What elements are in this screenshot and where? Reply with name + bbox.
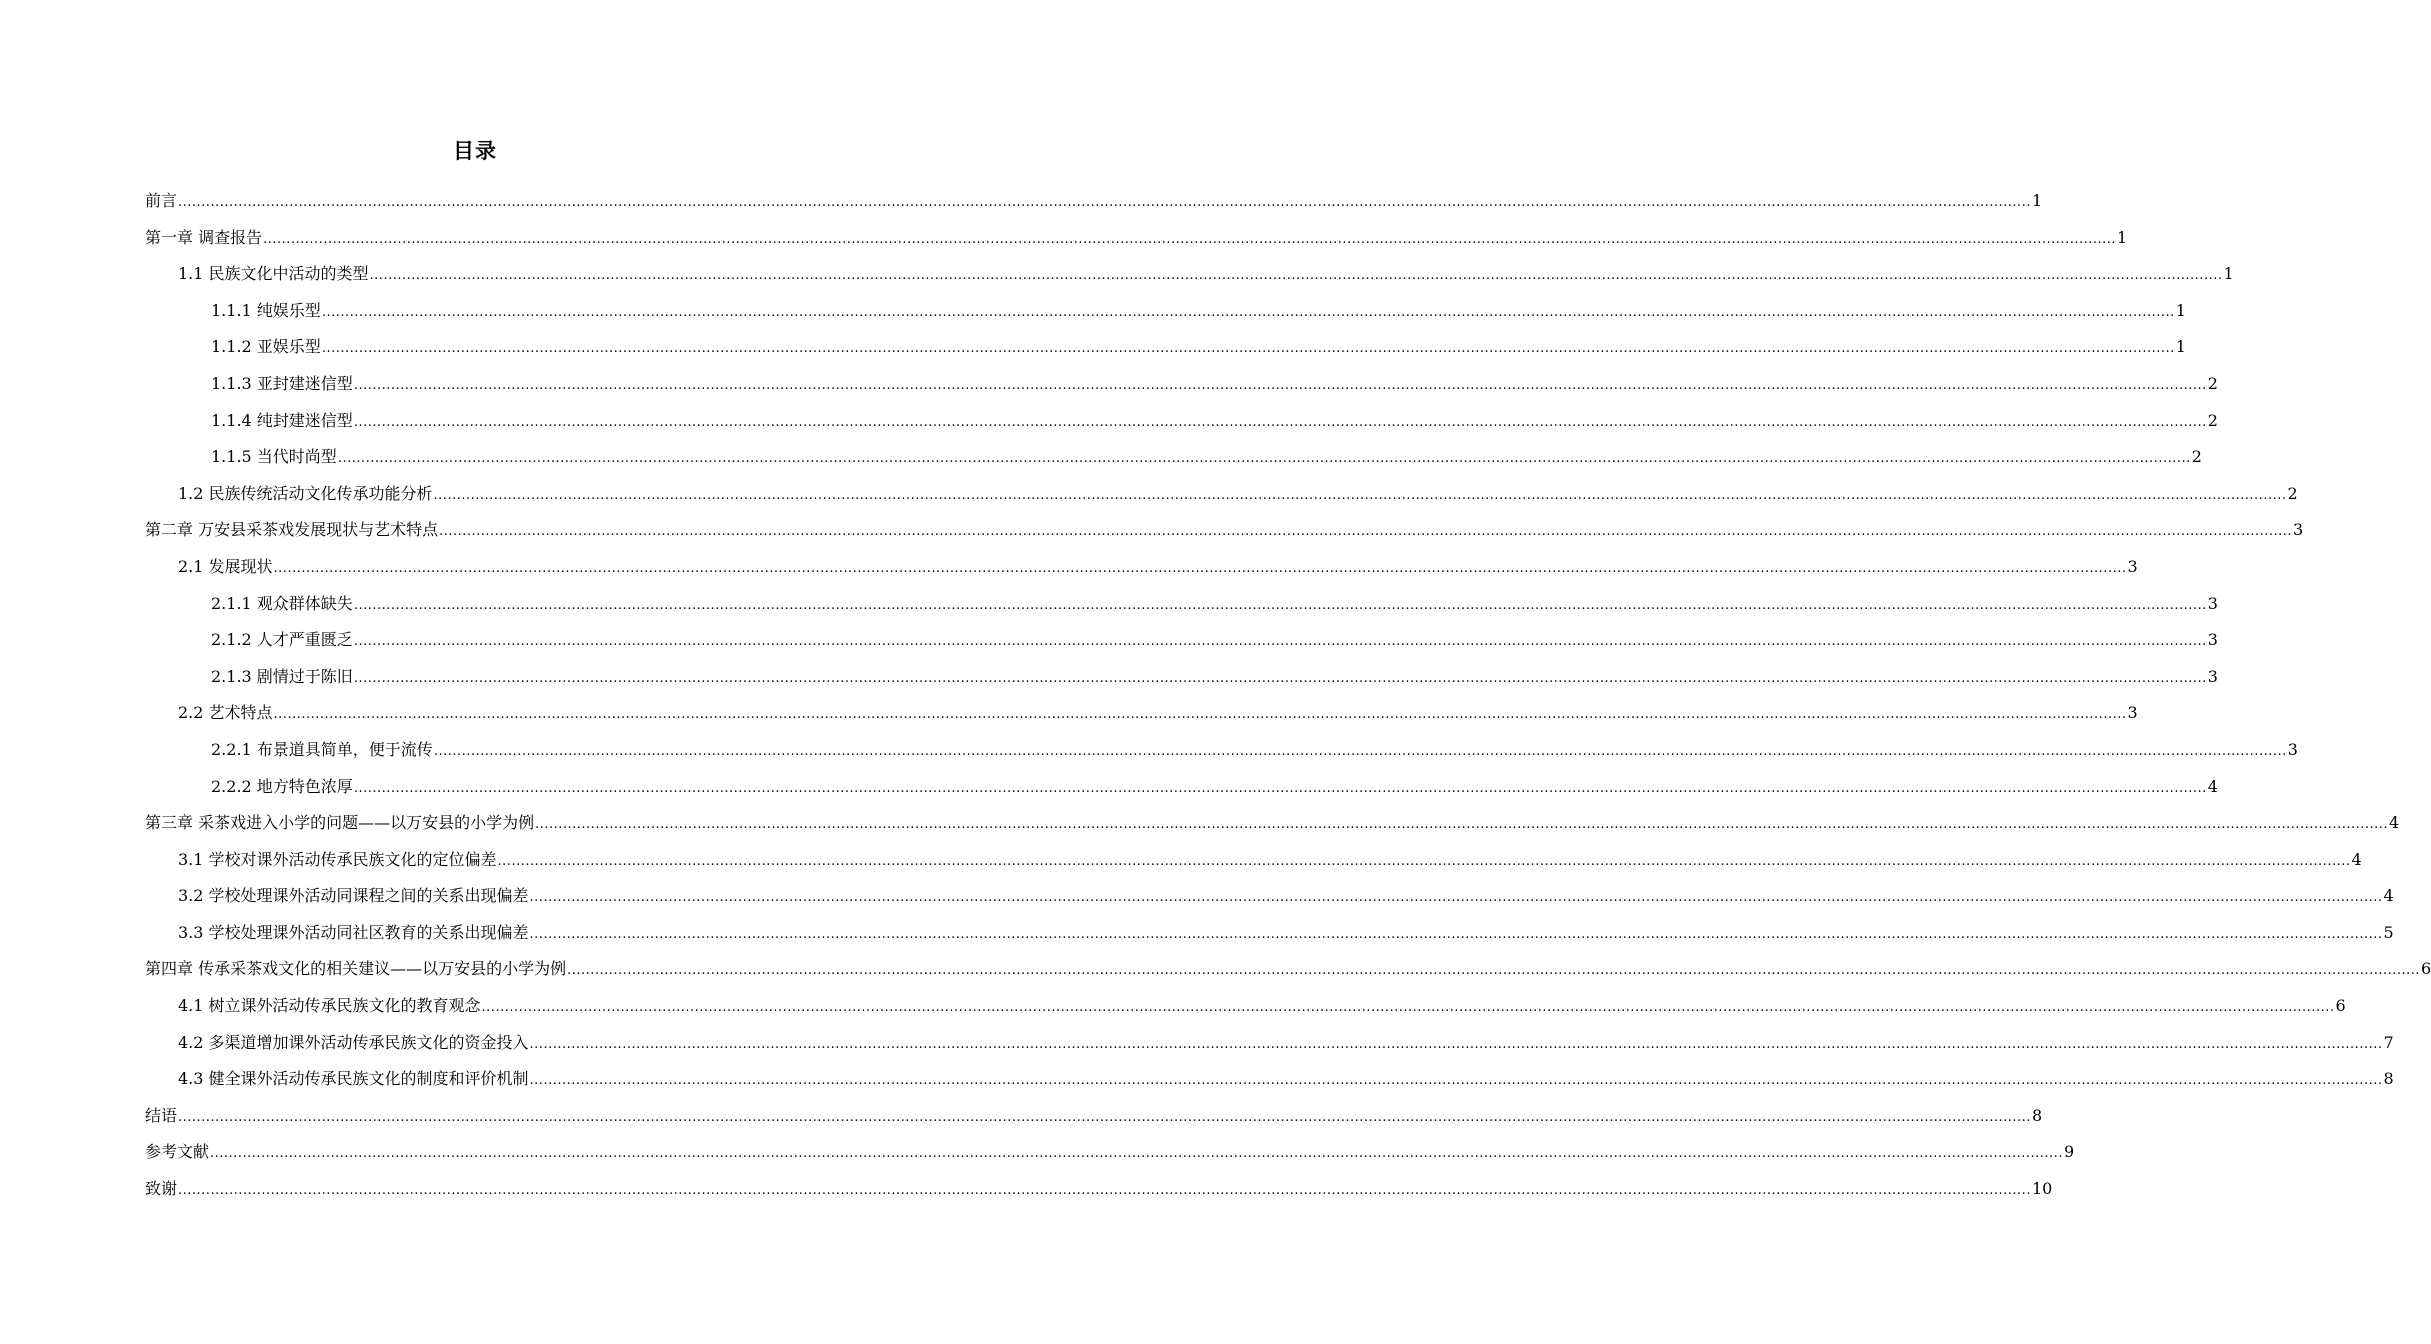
toc-page-number: 3 xyxy=(2207,630,2218,650)
toc-entry[interactable] xyxy=(145,805,2400,842)
toc-entry[interactable] xyxy=(145,366,2218,403)
toc-dot-leader: ................................................................................................................................................................................................................................................................................................................................................................................................................ xyxy=(353,377,2207,393)
toc-entry[interactable] xyxy=(145,659,2218,696)
toc-page-number: 1 xyxy=(2223,264,2234,284)
toc-entry-title: 1.1.4 纯封建迷信型 xyxy=(211,410,353,430)
toc-dot-leader: ................................................................................................................................................................................................................................................................................................................................................................................................................ xyxy=(369,268,2223,284)
toc-entry[interactable] xyxy=(145,183,2043,220)
toc-dot-leader: ................................................................................................................................................................................................................................................................................................................................................................................................................ xyxy=(263,231,2117,247)
toc-entry-title: 第三章 采茶戏进入小学的问题——以万安县的小学为例 xyxy=(145,813,535,833)
toc-page-number: 4 xyxy=(2207,776,2218,796)
toc-page-number: 6 xyxy=(2421,959,2431,979)
toc-dot-leader: ................................................................................................................................................................................................................................................................................................................................................................................................................ xyxy=(439,524,2293,540)
toc-entry[interactable] xyxy=(145,1171,2053,1208)
toc-entry[interactable] xyxy=(145,1098,2043,1135)
toc-page-number: 8 xyxy=(2383,1069,2394,1089)
toc-entry[interactable] xyxy=(145,951,2431,988)
toc-entry[interactable] xyxy=(145,512,2304,549)
toc-page-number: 3 xyxy=(2293,520,2304,540)
toc-entry[interactable] xyxy=(145,256,2234,293)
toc-dot-leader: ................................................................................................................................................................................................................................................................................................................................................................................................................ xyxy=(178,195,2031,210)
toc-entry[interactable] xyxy=(145,915,2394,952)
toc-entry-title: 1.1.5 当代时尚型 xyxy=(211,447,337,467)
page-title: 目录 xyxy=(453,139,497,163)
toc-entry[interactable] xyxy=(145,293,2186,330)
toc-entry-title: 2.2.1 布景道具简单，便于流传 xyxy=(211,739,433,759)
toc-page-number: 2 xyxy=(2287,483,2298,503)
toc-dot-leader: ................................................................................................................................................................................................................................................................................................................................................................................................................ xyxy=(353,780,2207,796)
table-of-contents xyxy=(145,183,2431,1208)
toc-page-number: 6 xyxy=(2335,996,2346,1016)
toc-page-number: 3 xyxy=(2207,593,2218,613)
toc-entry-title: 1.2 民族传统活动文化传承功能分析 xyxy=(178,483,433,503)
toc-entry-title: 1.1.1 纯娱乐型 xyxy=(211,300,321,320)
toc-dot-leader: ................................................................................................................................................................................................................................................................................................................................................................................................................ xyxy=(321,304,2175,320)
toc-entry-title: 致谢 xyxy=(145,1179,178,1199)
toc-entry-title: 1.1.2 亚娱乐型 xyxy=(211,337,321,357)
toc-page-number: 4 xyxy=(2389,813,2400,833)
toc-dot-leader: ................................................................................................................................................................................................................................................................................................................................................................................................................ xyxy=(567,963,2421,979)
toc-page-number: 3 xyxy=(2287,739,2298,759)
toc-page-number: 2 xyxy=(2207,410,2218,430)
toc-entry-title: 4.3 健全课外活动传承民族文化的制度和评价机制 xyxy=(178,1069,529,1089)
toc-entry-title: 2.1.3 剧情过于陈旧 xyxy=(211,666,353,686)
toc-entry-title: 4.1 树立课外活动传承民族文化的教育观念 xyxy=(178,996,481,1016)
toc-dot-leader: ................................................................................................................................................................................................................................................................................................................................................................................................................ xyxy=(353,597,2207,613)
toc-page-number: 3 xyxy=(2127,556,2138,576)
toc-entry[interactable] xyxy=(145,439,2202,476)
toc-page-number: 2 xyxy=(2207,373,2218,393)
toc-dot-leader: ................................................................................................................................................................................................................................................................................................................................................................................................................ xyxy=(273,560,2127,576)
toc-entry[interactable] xyxy=(145,878,2394,915)
toc-page-number: 8 xyxy=(2031,1105,2043,1125)
toc-page-number: 1 xyxy=(2175,337,2186,357)
toc-entry-title: 前言 xyxy=(145,191,178,210)
toc-entry[interactable] xyxy=(145,549,2138,586)
toc-entry-title: 3.1 学校对课外活动传承民族文化的定位偏差 xyxy=(178,849,497,869)
toc-page-number: 1 xyxy=(2031,191,2043,210)
toc-entry-title: 3.3 学校处理课外活动同社区教育的关系出现偏差 xyxy=(178,922,529,942)
toc-entry[interactable] xyxy=(145,220,2128,257)
toc-dot-leader: ................................................................................................................................................................................................................................................................................................................................................................................................................ xyxy=(433,743,2287,759)
toc-dot-leader: ................................................................................................................................................................................................................................................................................................................................................................................................................ xyxy=(321,341,2175,357)
toc-dot-leader: ................................................................................................................................................................................................................................................................................................................................................................................................................ xyxy=(481,1000,2335,1016)
toc-entry-title: 1.1.3 亚封建迷信型 xyxy=(211,373,353,393)
toc-entry-title: 第一章 调查报告 xyxy=(145,227,263,247)
toc-page-number: 1 xyxy=(2175,300,2186,320)
toc-entry[interactable] xyxy=(145,695,2138,732)
toc-entry[interactable] xyxy=(145,769,2218,806)
toc-dot-leader: ................................................................................................................................................................................................................................................................................................................................................................................................................ xyxy=(433,487,2287,503)
toc-page-number: 7 xyxy=(2383,1032,2394,1052)
toc-entry-title: 3.2 学校处理课外活动同课程之间的关系出现偏差 xyxy=(178,886,529,906)
toc-entry-title: 结语 xyxy=(145,1105,178,1125)
toc-page-number: 3 xyxy=(2127,703,2138,723)
toc-entry[interactable] xyxy=(145,586,2218,623)
toc-page-number: 4 xyxy=(2351,849,2362,869)
toc-dot-leader: ................................................................................................................................................................................................................................................................................................................................................................................................................ xyxy=(353,634,2207,650)
toc-entry-title: 2.2 艺术特点 xyxy=(178,703,273,723)
toc-entry[interactable] xyxy=(145,1061,2394,1098)
toc-entry-title: 2.1.2 人才严重匮乏 xyxy=(211,630,353,650)
toc-entry-title: 第二章 万安县采茶戏发展现状与艺术特点 xyxy=(145,520,439,540)
toc-dot-leader: ................................................................................................................................................................................................................................................................................................................................................................................................................ xyxy=(529,1073,2383,1089)
toc-page-number: 9 xyxy=(2063,1142,2075,1162)
toc-dot-leader: ................................................................................................................................................................................................................................................................................................................................................................................................................ xyxy=(529,890,2383,906)
toc-entry[interactable] xyxy=(145,988,2346,1025)
toc-dot-leader: ................................................................................................................................................................................................................................................................................................................................................................................................................ xyxy=(529,926,2383,942)
toc-dot-leader: ................................................................................................................................................................................................................................................................................................................................................................................................................ xyxy=(353,670,2207,686)
toc-entry[interactable] xyxy=(145,476,2298,513)
toc-page-number: 4 xyxy=(2383,886,2394,906)
toc-entry[interactable] xyxy=(145,329,2186,366)
toc-page-number: 1 xyxy=(2117,227,2128,247)
toc-entry[interactable] xyxy=(145,403,2218,440)
toc-dot-leader: ................................................................................................................................................................................................................................................................................................................................................................................................................ xyxy=(210,1146,2063,1162)
toc-entry-title: 2.2.2 地方特色浓厚 xyxy=(211,776,353,796)
toc-dot-leader: ................................................................................................................................................................................................................................................................................................................................................................................................................ xyxy=(529,1036,2383,1052)
toc-dot-leader: ................................................................................................................................................................................................................................................................................................................................................................................................................ xyxy=(337,451,2191,467)
toc-dot-leader: ................................................................................................................................................................................................................................................................................................................................................................................................................ xyxy=(535,817,2389,833)
toc-entry[interactable] xyxy=(145,1134,2075,1171)
toc-dot-leader: ................................................................................................................................................................................................................................................................................................................................................................................................................ xyxy=(273,707,2127,723)
toc-dot-leader: ................................................................................................................................................................................................................................................................................................................................................................................................................ xyxy=(497,853,2351,869)
toc-entry-title: 2.1 发展现状 xyxy=(178,556,273,576)
toc-entry-title: 第四章 传承采茶戏文化的相关建议——以万安县的小学为例 xyxy=(145,959,567,979)
toc-page-number: 3 xyxy=(2207,666,2218,686)
toc-dot-leader: ................................................................................................................................................................................................................................................................................................................................................................................................................ xyxy=(353,414,2207,430)
toc-page-number: 2 xyxy=(2191,447,2202,467)
toc-page-number: 10 xyxy=(2031,1179,2053,1199)
toc-dot-leader: ................................................................................................................................................................................................................................................................................................................................................................................................................ xyxy=(178,1183,2031,1199)
toc-entry[interactable] xyxy=(145,842,2362,879)
toc-entry-title: 1.1 民族文化中活动的类型 xyxy=(178,264,369,284)
toc-entry-title: 参考文献 xyxy=(145,1142,210,1162)
toc-entry[interactable] xyxy=(145,622,2218,659)
toc-entry[interactable] xyxy=(145,732,2298,769)
toc-dot-leader: ................................................................................................................................................................................................................................................................................................................................................................................................................ xyxy=(178,1109,2031,1125)
toc-page-number: 5 xyxy=(2383,922,2394,942)
toc-entry-title: 2.1.1 观众群体缺失 xyxy=(211,593,353,613)
toc-entry[interactable] xyxy=(145,1025,2394,1062)
toc-entry-title: 4.2 多渠道增加课外活动传承民族文化的资金投入 xyxy=(178,1032,529,1052)
